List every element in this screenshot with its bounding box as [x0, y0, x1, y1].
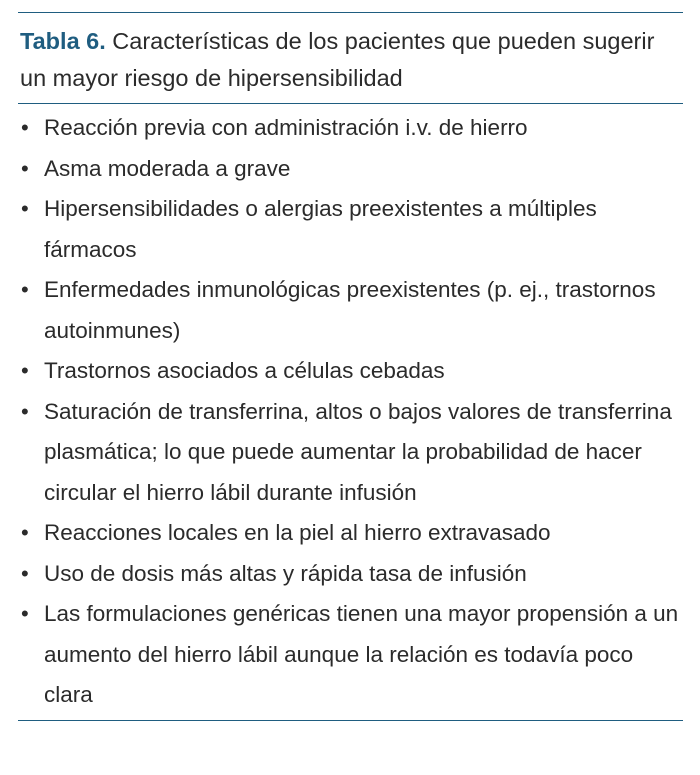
list-item-text: Las formulaciones genéricas tienen una mayor propensión a un aumento del hierro lábil aunque la relación es todavía poco clara [44, 601, 679, 707]
risk-factor-list [18, 108, 683, 716]
table-caption [18, 23, 683, 97]
list-item [18, 513, 683, 554]
list-item [18, 351, 683, 392]
table-title: Características de los pacientes que pueden sugerir un mayor riesgo de hipersensibilidad [20, 28, 655, 91]
bullet-icon: • [21, 520, 29, 545]
list-item [18, 270, 683, 351]
table-label: Tabla 6. [20, 28, 106, 54]
list-item [18, 392, 683, 514]
caption-rule [18, 103, 683, 104]
bottom-rule [18, 720, 683, 721]
list-item-text: Asma moderada a grave [44, 155, 291, 181]
bullet-icon: • [21, 601, 29, 626]
list-item-text: Enfermedades inmunológicas preexistentes (p. ej., trastornos autoinmunes) [44, 277, 656, 343]
list-item [18, 554, 683, 595]
table-6 [18, 12, 683, 721]
list-item [18, 149, 683, 190]
list-item-text: Reacciones locales en la piel al hierro extravasado [44, 520, 551, 545]
list-item-text: Trastornos asociados a células cebadas [44, 358, 445, 383]
bullet-icon: • [21, 115, 29, 140]
top-rule [18, 12, 683, 13]
bullet-icon: • [21, 155, 29, 181]
bullet-icon: • [21, 277, 29, 302]
list-item-text: Uso de dosis más altas y rápida tasa de infusión [44, 560, 527, 586]
list-item [18, 594, 683, 716]
list-item-text: Hipersensibilidades o alergias preexistentes a múltiples fármacos [44, 196, 597, 262]
bullet-icon: • [21, 196, 29, 221]
list-item [18, 108, 683, 149]
list-item-text: Reacción previa con administración i.v. de hierro [44, 115, 528, 140]
bullet-icon: • [21, 358, 29, 383]
bullet-icon: • [21, 398, 29, 424]
list-item [18, 189, 683, 270]
list-item-text: Saturación de transferrina, altos o bajos valores de transferrina plasmática; lo que puede aumentar la probabilidad de hacer circular el hierro lábil durante infusión [44, 398, 672, 505]
bullet-icon: • [21, 560, 29, 586]
